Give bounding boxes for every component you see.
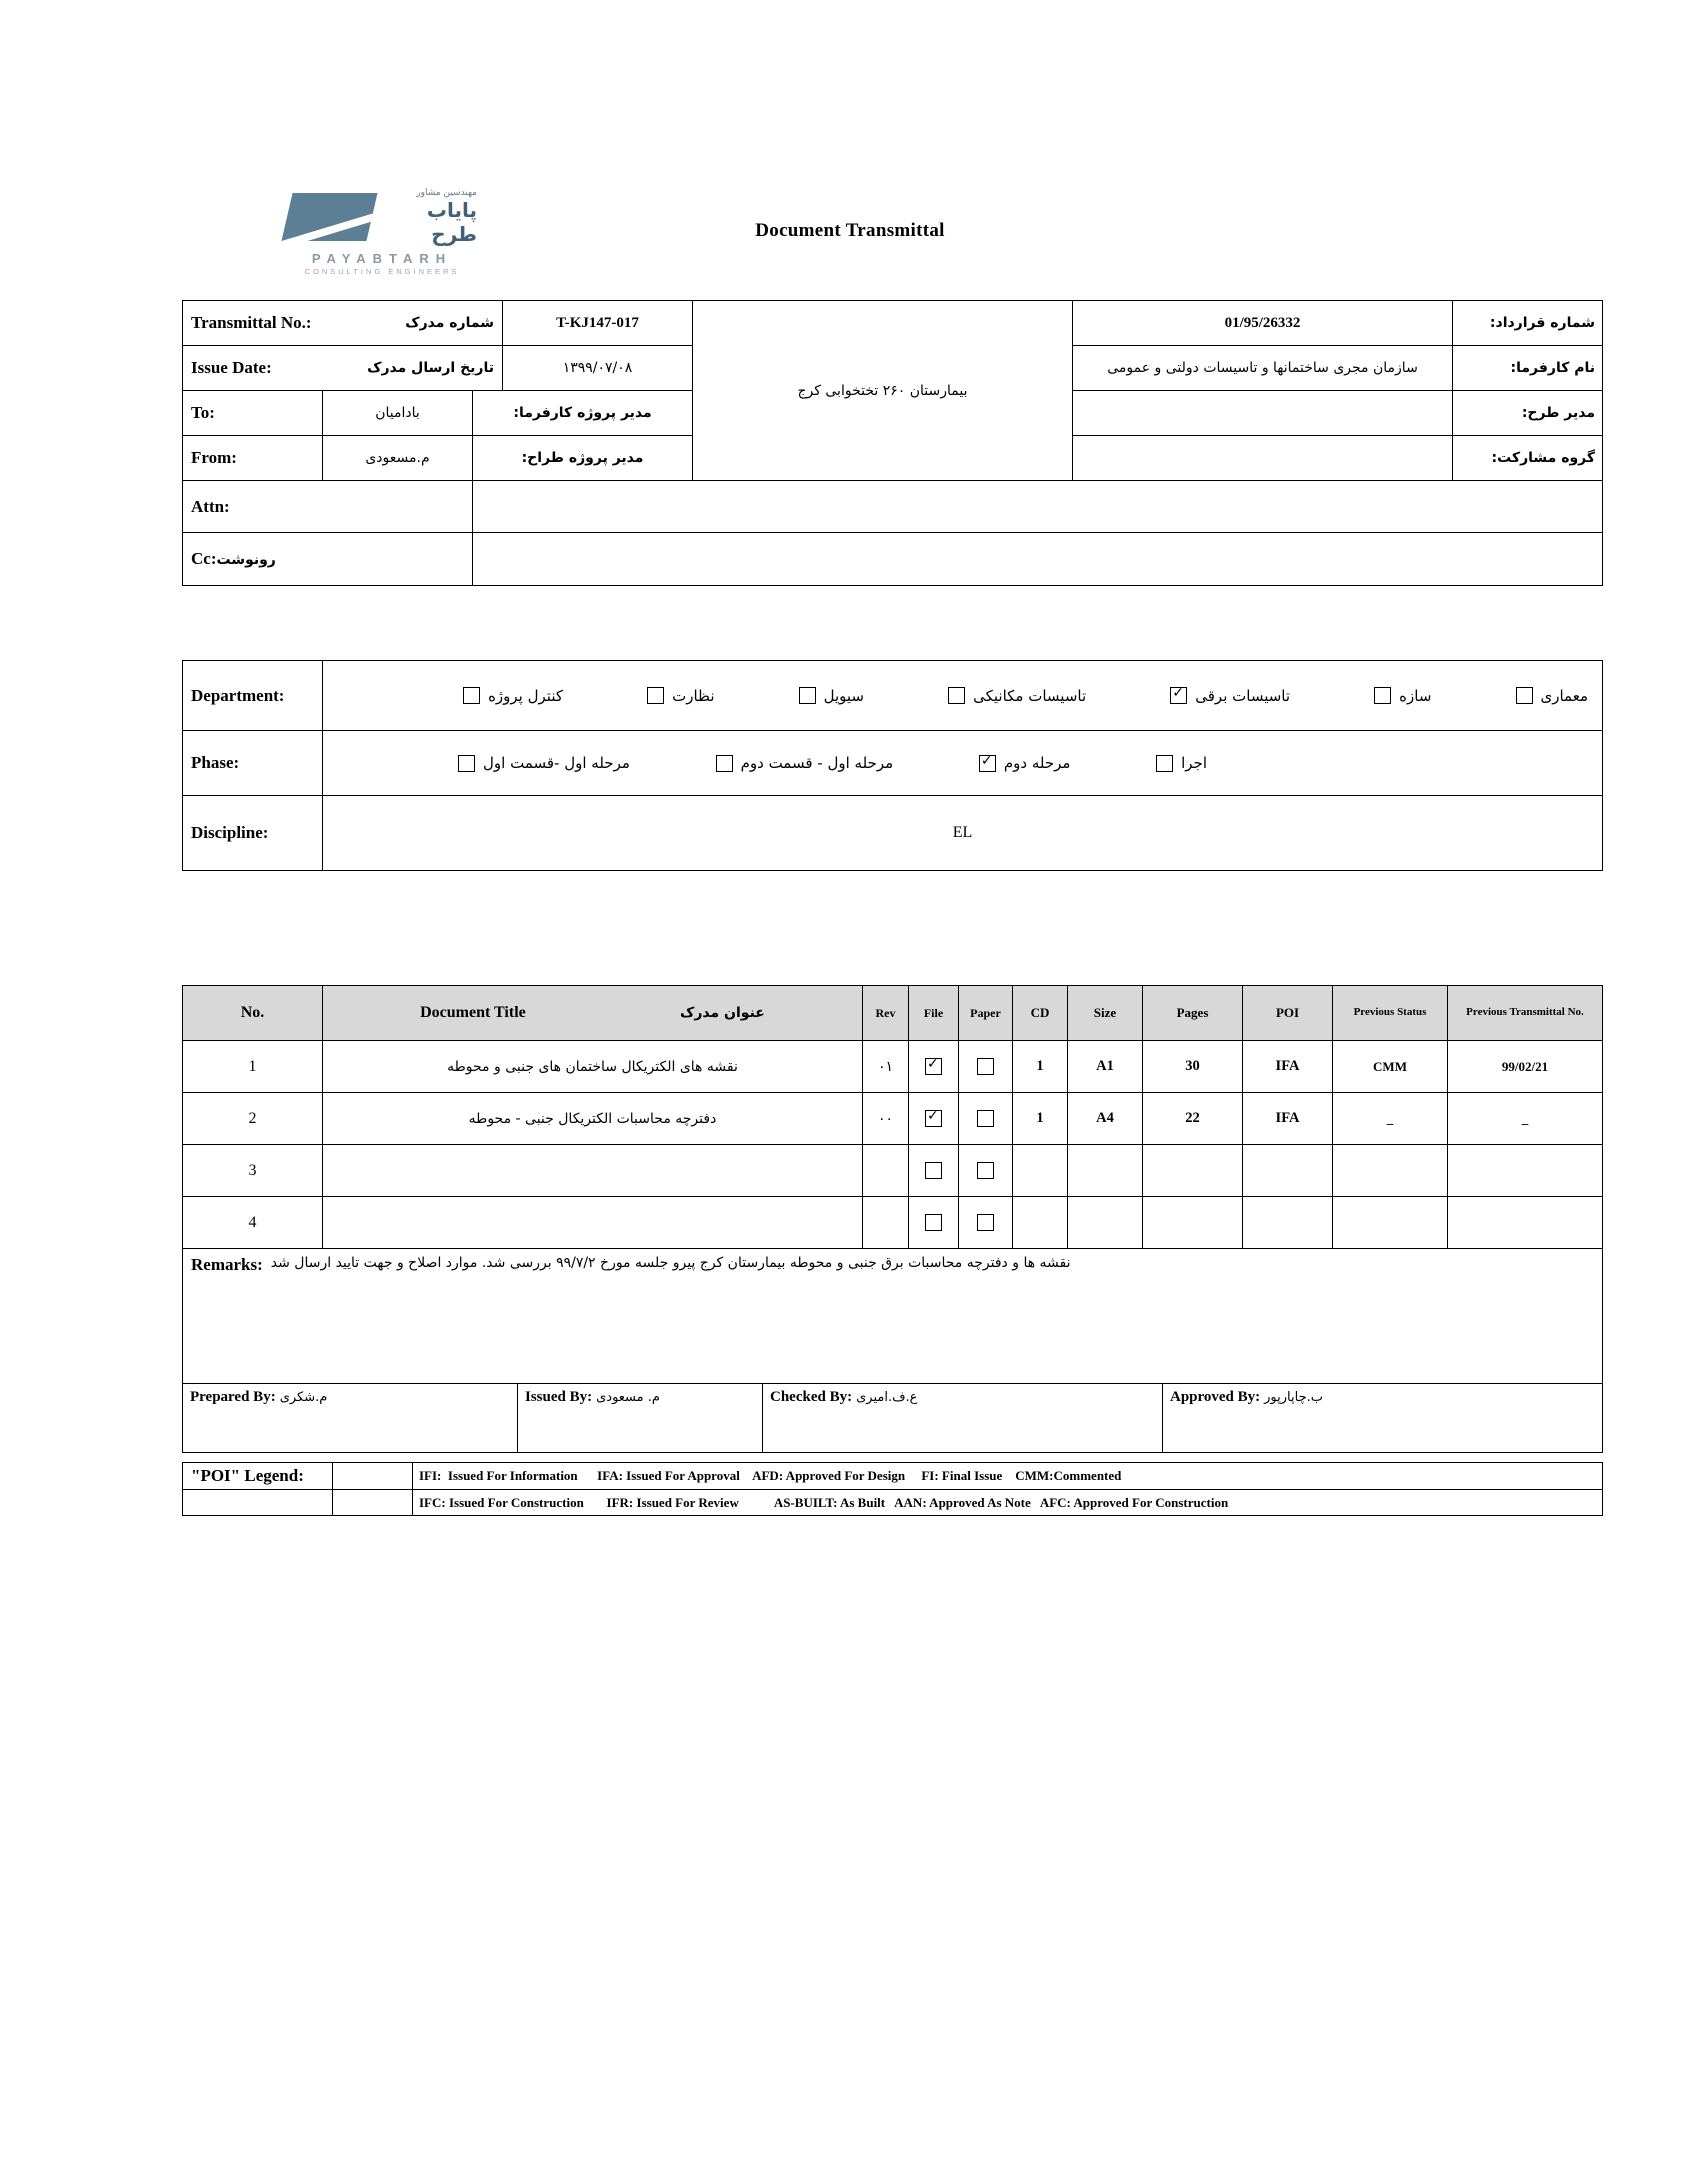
- phase-execution-checkbox[interactable]: [1156, 755, 1173, 772]
- table-row: [183, 1093, 1603, 1145]
- dept-option-mechanical-label: تاسیسات مکانیکی: [973, 686, 1087, 705]
- transmittal-no-label: Transmittal No.:: [191, 313, 312, 332]
- department-label-cell: [183, 661, 323, 731]
- phase-option-execution-label: اجرا: [1181, 754, 1207, 772]
- doc-rev-cell: [863, 1093, 909, 1145]
- client-name-label-cell: [1453, 346, 1603, 391]
- doc-rev-cell: [863, 1145, 909, 1197]
- phase-option-one-part-one-label: مرحله اول -قسمت اول: [483, 754, 630, 772]
- file-checkbox[interactable]: [925, 1110, 942, 1127]
- doc-rev-cell: [863, 1197, 909, 1249]
- to-label-cell: [183, 391, 323, 436]
- paper-checkbox[interactable]: [977, 1058, 994, 1075]
- phase-options: [323, 754, 1602, 772]
- client-name-label: نام کارفرما:: [1510, 360, 1596, 376]
- doc-paper-cell: [959, 1197, 1013, 1249]
- approved-by-name: ب.چاپارپور: [1264, 1390, 1323, 1405]
- legend-empty-cell: [333, 1463, 413, 1490]
- contract-no-label: شماره قرارداد:: [1489, 315, 1596, 331]
- phase-one-part-one-checkbox[interactable]: [458, 755, 475, 772]
- poi-legend-line1: IFI: Issued For Information IFA: Issued For Approval AFD: Approved For Design FI: Final Issue CMM:Commented: [413, 1463, 1603, 1490]
- dept-option-electrical-label: تاسیسات برقی: [1195, 686, 1291, 705]
- phase-option-one-part-two: [716, 754, 894, 772]
- contract-no-label-cell: [1453, 301, 1603, 346]
- attn-label-cell: [183, 481, 473, 533]
- phase-option-one-part-one: [458, 754, 630, 772]
- plan-manager-value-cell: [1073, 391, 1453, 436]
- prepared-by-label: Prepared By:: [190, 1389, 276, 1405]
- contract-no-value: 01/95/26332: [1073, 301, 1453, 346]
- transmittal-no-label-cell: [183, 301, 503, 346]
- issued-by-label: Issued By:: [525, 1389, 593, 1405]
- doc-rev-cell: [863, 1041, 909, 1093]
- doc-size: [1068, 1197, 1143, 1249]
- table-row: [183, 1041, 1603, 1093]
- doc-poi: [1243, 1145, 1333, 1197]
- partnership-value-cell: [1073, 436, 1453, 481]
- dept-mechanical-checkbox[interactable]: [948, 687, 965, 704]
- dept-option-project-control-label: کنترل پروژه: [488, 686, 563, 705]
- partnership-label-cell: [1453, 436, 1603, 481]
- doc-cd: 1: [1013, 1093, 1068, 1145]
- phase-label-cell: [183, 731, 323, 796]
- col-header-file: File: [909, 986, 959, 1041]
- phase-option-execution: [1156, 754, 1207, 772]
- dept-option-architecture: [1516, 687, 1589, 705]
- remarks-text: نقشه ها و دفترچه محاسبات برق جنبی و محوطه بیمارستان کرج پیرو جلسه مورخ ۹۹/۷/۲ بررسی شد. موارد اصلاح و جهت تایید ارسال شد: [270, 1255, 1071, 1271]
- file-checkbox[interactable]: [925, 1214, 942, 1231]
- dept-option-supervision-label: نظارت: [672, 686, 715, 705]
- phase-label: Phase:: [191, 753, 240, 772]
- doc-title: نقشه های الکتریکال ساختمان های جنبی و محوطه: [447, 1058, 738, 1075]
- logo-fa-name: پایاب طرح: [426, 198, 477, 246]
- doc-prev-transmittal: [1448, 1197, 1603, 1249]
- doc-prev-transmittal: 99/02/21: [1448, 1041, 1603, 1093]
- col-header-rev: Rev: [863, 986, 909, 1041]
- doc-prev-status: [1333, 1145, 1448, 1197]
- doc-file-cell: [909, 1093, 959, 1145]
- discipline-value-cell: [323, 796, 1603, 871]
- client-name-value: سازمان مجری ساختمانها و تاسیسات دولتی و عمومی: [1107, 360, 1418, 376]
- cc-label-fa: رونوشت: [216, 552, 276, 568]
- doc-poi: IFA: [1243, 1093, 1333, 1145]
- remarks-cell: [183, 1249, 1603, 1384]
- cc-label: Cc:: [191, 549, 217, 568]
- attn-label: Attn:: [191, 496, 230, 516]
- phase-options-cell: [323, 731, 1603, 796]
- client-pm-label: مدیر پروژه کارفرما:: [513, 405, 652, 421]
- from-label-cell: [183, 436, 323, 481]
- doc-prev-status: CMM: [1333, 1041, 1448, 1093]
- prepared-by-name: م.شکری: [279, 1390, 328, 1405]
- doc-title-cell: [323, 1197, 863, 1249]
- col-header-prev-status: Previous Status: [1333, 986, 1448, 1041]
- documents-table: [182, 985, 1603, 1384]
- phase-option-two-label: مرحله دوم: [1003, 754, 1071, 772]
- col-header-prev-transmittal: Previous Transmittal No.: [1448, 986, 1603, 1041]
- doc-prev-transmittal: _: [1448, 1093, 1603, 1145]
- doc-poi: [1243, 1197, 1333, 1249]
- transmittal-no-value: T-KJ147-017: [503, 301, 693, 346]
- doc-prev-status: _: [1333, 1093, 1448, 1145]
- issue-date-value: ۱۳۹۹/۰۷/۰۸: [562, 360, 633, 376]
- from-value-cell: [323, 436, 473, 481]
- doc-pages: [1143, 1145, 1243, 1197]
- to-value-cell: [323, 391, 473, 436]
- approved-by-label: Approved By:: [1170, 1389, 1261, 1405]
- col-header-title-fa: عنوان مدرک: [680, 1004, 765, 1021]
- legend-empty-cell: [183, 1490, 333, 1516]
- doc-prev-status: [1333, 1197, 1448, 1249]
- phase-two-checkbox[interactable]: [979, 755, 996, 772]
- doc-title-cell: [323, 1041, 863, 1093]
- doc-title-cell: [323, 1093, 863, 1145]
- department-options-cell: [323, 661, 1603, 731]
- file-checkbox[interactable]: [925, 1058, 942, 1075]
- from-value: م.مسعودی: [365, 450, 430, 466]
- col-header-size: Size: [1068, 986, 1143, 1041]
- doc-pages: 30: [1143, 1041, 1243, 1093]
- to-value: بادامیان: [375, 405, 420, 421]
- doc-pages: [1143, 1197, 1243, 1249]
- doc-file-cell: [909, 1041, 959, 1093]
- plan-manager-label-cell: [1453, 391, 1603, 436]
- dept-structure-checkbox[interactable]: [1374, 687, 1391, 704]
- doc-file-cell: [909, 1145, 959, 1197]
- doc-row-number: 2: [183, 1093, 323, 1145]
- from-label: From:: [191, 448, 237, 467]
- partnership-label: گروه مشارکت:: [1491, 450, 1596, 466]
- issue-date-label-cell: [183, 346, 503, 391]
- doc-row-number: 1: [183, 1041, 323, 1093]
- signature-table: [182, 1383, 1603, 1453]
- cc-value-cell: [473, 533, 1603, 586]
- designer-pm-label-cell: [473, 436, 693, 481]
- discipline-label: Discipline:: [191, 823, 269, 842]
- department-label: Department:: [191, 685, 285, 705]
- cc-label-cell: [183, 533, 473, 586]
- plan-manager-label: مدیر طرح:: [1521, 405, 1596, 421]
- to-label: To:: [191, 403, 215, 422]
- attn-value-cell: [473, 481, 1603, 533]
- dept-option-electrical: [1170, 687, 1290, 705]
- doc-size: [1068, 1145, 1143, 1197]
- doc-poi: IFA: [1243, 1041, 1333, 1093]
- designer-pm-label: مدیر پروژه طراح:: [521, 450, 644, 466]
- doc-cd: [1013, 1197, 1068, 1249]
- doc-file-cell: [909, 1197, 959, 1249]
- paper-checkbox[interactable]: [977, 1162, 994, 1179]
- file-checkbox[interactable]: [925, 1162, 942, 1179]
- issue-date-label-fa: تاریخ ارسال مدرک: [367, 360, 495, 376]
- doc-pages: 22: [1143, 1093, 1243, 1145]
- dept-electrical-checkbox[interactable]: [1170, 687, 1187, 704]
- issued-by-name: م. مسعودی: [596, 1390, 660, 1405]
- dept-supervision-checkbox[interactable]: [647, 687, 664, 704]
- col-header-no: No.: [183, 986, 323, 1041]
- doc-paper-cell: [959, 1041, 1013, 1093]
- doc-size: A4: [1068, 1093, 1143, 1145]
- dept-option-structure-label: سازه: [1399, 686, 1432, 705]
- paper-checkbox[interactable]: [977, 1214, 994, 1231]
- poi-legend-label: "POI" Legend:: [191, 1466, 304, 1485]
- discipline-value: EL: [952, 824, 973, 841]
- checked-by-name: ع.ف.امیری: [856, 1390, 918, 1405]
- department-phase-table: [182, 660, 1603, 871]
- doc-paper-cell: [959, 1145, 1013, 1197]
- discipline-label-cell: [183, 796, 323, 871]
- dept-option-civil-label: سیویل: [823, 686, 864, 705]
- issued-by-cell: [518, 1384, 763, 1453]
- phase-option-two: [979, 754, 1071, 772]
- remarks-label: Remarks:: [191, 1255, 263, 1274]
- dept-option-structure: [1374, 687, 1431, 705]
- doc-row-number: 4: [183, 1197, 323, 1249]
- issue-date-value-cell: [503, 346, 693, 391]
- dept-architecture-checkbox[interactable]: [1516, 687, 1533, 704]
- transmittal-no-label-fa: شماره مدرک: [405, 315, 495, 331]
- logo-en-tagline: CONSULTING ENGINEERS: [304, 267, 460, 276]
- phase-one-part-two-checkbox[interactable]: [716, 755, 733, 772]
- doc-rev: ۰۱: [877, 1058, 894, 1075]
- col-header-paper: Paper: [959, 986, 1013, 1041]
- issue-date-label: Issue Date:: [191, 358, 272, 377]
- project-name: بیمارستان ۲۶۰ تختخوابی کرج: [797, 382, 968, 399]
- table-row: [183, 1197, 1603, 1249]
- doc-size: A1: [1068, 1041, 1143, 1093]
- col-header-title: [323, 986, 863, 1041]
- logo-fa-tagline: مهندسین مشاور: [416, 188, 477, 198]
- transmittal-info-table: [182, 300, 1603, 586]
- col-header-title-en: Document Title: [420, 1004, 526, 1022]
- dept-option-supervision: [647, 687, 714, 705]
- client-name-value-cell: [1073, 346, 1453, 391]
- doc-prev-transmittal: [1448, 1145, 1603, 1197]
- approved-by-cell: [1163, 1384, 1603, 1453]
- doc-paper-cell: [959, 1093, 1013, 1145]
- poi-legend-label-cell: [183, 1463, 333, 1490]
- col-header-pages: Pages: [1143, 986, 1243, 1041]
- logo-en-name: PAYABTARH: [311, 251, 453, 266]
- prepared-by-cell: [183, 1384, 518, 1453]
- poi-legend-table: [182, 1462, 1603, 1516]
- col-header-poi: POI: [1243, 986, 1333, 1041]
- doc-row-number: 3: [183, 1145, 323, 1197]
- doc-table-header-row: [183, 986, 1603, 1041]
- poi-legend-line2: IFC: Issued For Construction IFR: Issued For Review AS-BUILT: As Built AAN: Approved As Note AFC: Approved For Construction: [413, 1490, 1603, 1516]
- project-name-cell: [693, 301, 1073, 481]
- phase-option-one-part-two-label: مرحله اول - قسمت دوم: [740, 754, 894, 772]
- doc-rev: ۰۰: [877, 1110, 894, 1127]
- dept-option-project-control: [463, 687, 563, 705]
- doc-title-cell: [323, 1145, 863, 1197]
- doc-cd: 1: [1013, 1041, 1068, 1093]
- legend-empty-cell: [333, 1490, 413, 1516]
- dept-option-mechanical: [948, 687, 1086, 705]
- checked-by-cell: [763, 1384, 1163, 1453]
- table-row: [183, 1145, 1603, 1197]
- dept-option-architecture-label: معماری: [1540, 686, 1588, 705]
- page-title: Document Transmittal: [755, 220, 945, 241]
- paper-checkbox[interactable]: [977, 1110, 994, 1127]
- dept-civil-checkbox[interactable]: [799, 687, 816, 704]
- client-pm-label-cell: [473, 391, 693, 436]
- dept-option-civil: [799, 687, 864, 705]
- col-header-cd: CD: [1013, 986, 1068, 1041]
- doc-title: دفترچه محاسبات الکتریکال جنبی - محوطه: [468, 1110, 717, 1127]
- department-options: [323, 687, 1602, 705]
- checked-by-label: Checked By:: [770, 1389, 853, 1405]
- doc-cd: [1013, 1145, 1068, 1197]
- dept-project-control-checkbox[interactable]: [463, 687, 480, 704]
